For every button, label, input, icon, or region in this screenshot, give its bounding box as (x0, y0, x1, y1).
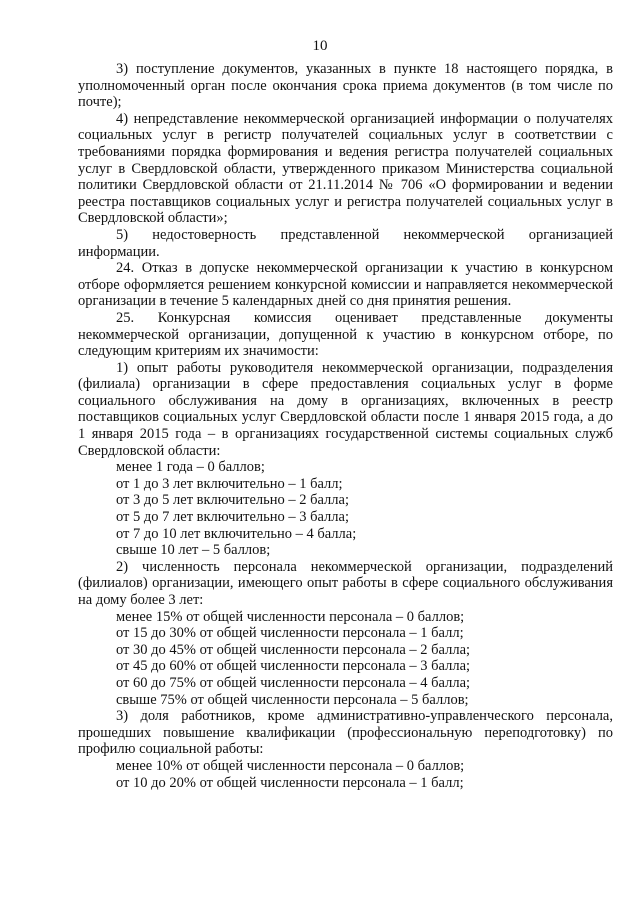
paragraph: 3) доля работников, кроме административно-управленческого персонала, прошедших повышение квалификации (профессиональную переподготовку) по профилю социальной работы: (78, 708, 613, 758)
paragraph: 24. Отказ в допуске некоммерческой организации к участию в конкурсном отборе оформляется решением конкурсной комиссии и направляется некоммерческой организации в течение 5 календарных дней со дня принятия решения. (78, 260, 613, 310)
criterion-item: от 5 до 7 лет включительно – 3 балла; (116, 509, 349, 526)
criterion-item: от 10 до 20% от общей численности персонала – 1 балл; (116, 774, 464, 791)
paragraph: 5) недостоверность представленной некоммерческой организацией информации. (78, 226, 613, 260)
criterion-item: от 7 до 10 лет включительно – 4 балла; (116, 525, 357, 542)
document-body (78, 61, 613, 791)
paragraph: 4) непредставление некоммерческой организацией информации о получателях социальных услуг в регистр получателей социальных услуг в соответствии с требованиями порядка формирования и ведения регистра получателей социальных услуг в Свердловской области, утвержденного приказом Министерства социальной политики Свердловской области от 21.11.2014 № 706 «О формировании и ведении реестра поставщиков социальных услуг и регистра получателей социальных услуг в Свердловской области»; (78, 110, 613, 227)
paragraph: 3) поступление документов, указанных в пункте 18 настоящего порядка, в уполномоченный орган после окончания срока приема документов (в том числе по почте); (78, 61, 613, 111)
criterion-item: от 1 до 3 лет включительно – 1 балл; (116, 475, 343, 492)
page-number: 10 (312, 38, 328, 54)
criterion-item: от 30 до 45% от общей численности персонала – 2 балла; (116, 641, 471, 658)
criterion-item: от 60 до 75% от общей численности персонала – 4 балла; (116, 674, 471, 691)
criterion-item: свыше 10 лет – 5 баллов; (116, 542, 271, 559)
paragraph: 1) опыт работы руководителя некоммерческой организации, подразделения (филиала) организации в сфере предоставления социальных услуг в форме социального обслуживания на дому в организациях, включенных в реестр поставщиков социальных услуг Свердловской области после 1 января 2015 года, а до 1 января 2015 года – в организациях государственной системы социальных служб Свердловской области: (78, 359, 613, 459)
criterion-item: менее 10% от общей численности персонала – 0 баллов; (116, 757, 465, 774)
criterion-item: от 15 до 30% от общей численности персонала – 1 балл; (116, 625, 464, 642)
criterion-item: менее 1 года – 0 баллов; (116, 459, 265, 476)
criterion-item: свыше 75% от общей численности персонала – 5 баллов; (116, 691, 469, 708)
criterion-item: менее 15% от общей численности персонала – 0 баллов; (116, 608, 465, 625)
paragraph: 2) численность персонала некоммерческой организации, подразделений (филиалов) организации, имеющего опыт работы в сфере социального обслуживания на дому более 3 лет: (78, 558, 613, 608)
criterion-item: от 45 до 60% от общей численности персонала – 3 балла; (116, 658, 471, 675)
paragraph: 25. Конкурсная комиссия оценивает представленные документы некоммерческой организации, допущенной к участию в конкурсном отборе, по следующим критериям их значимости: (78, 309, 613, 360)
criterion-item: от 3 до 5 лет включительно – 2 балла; (116, 492, 349, 509)
